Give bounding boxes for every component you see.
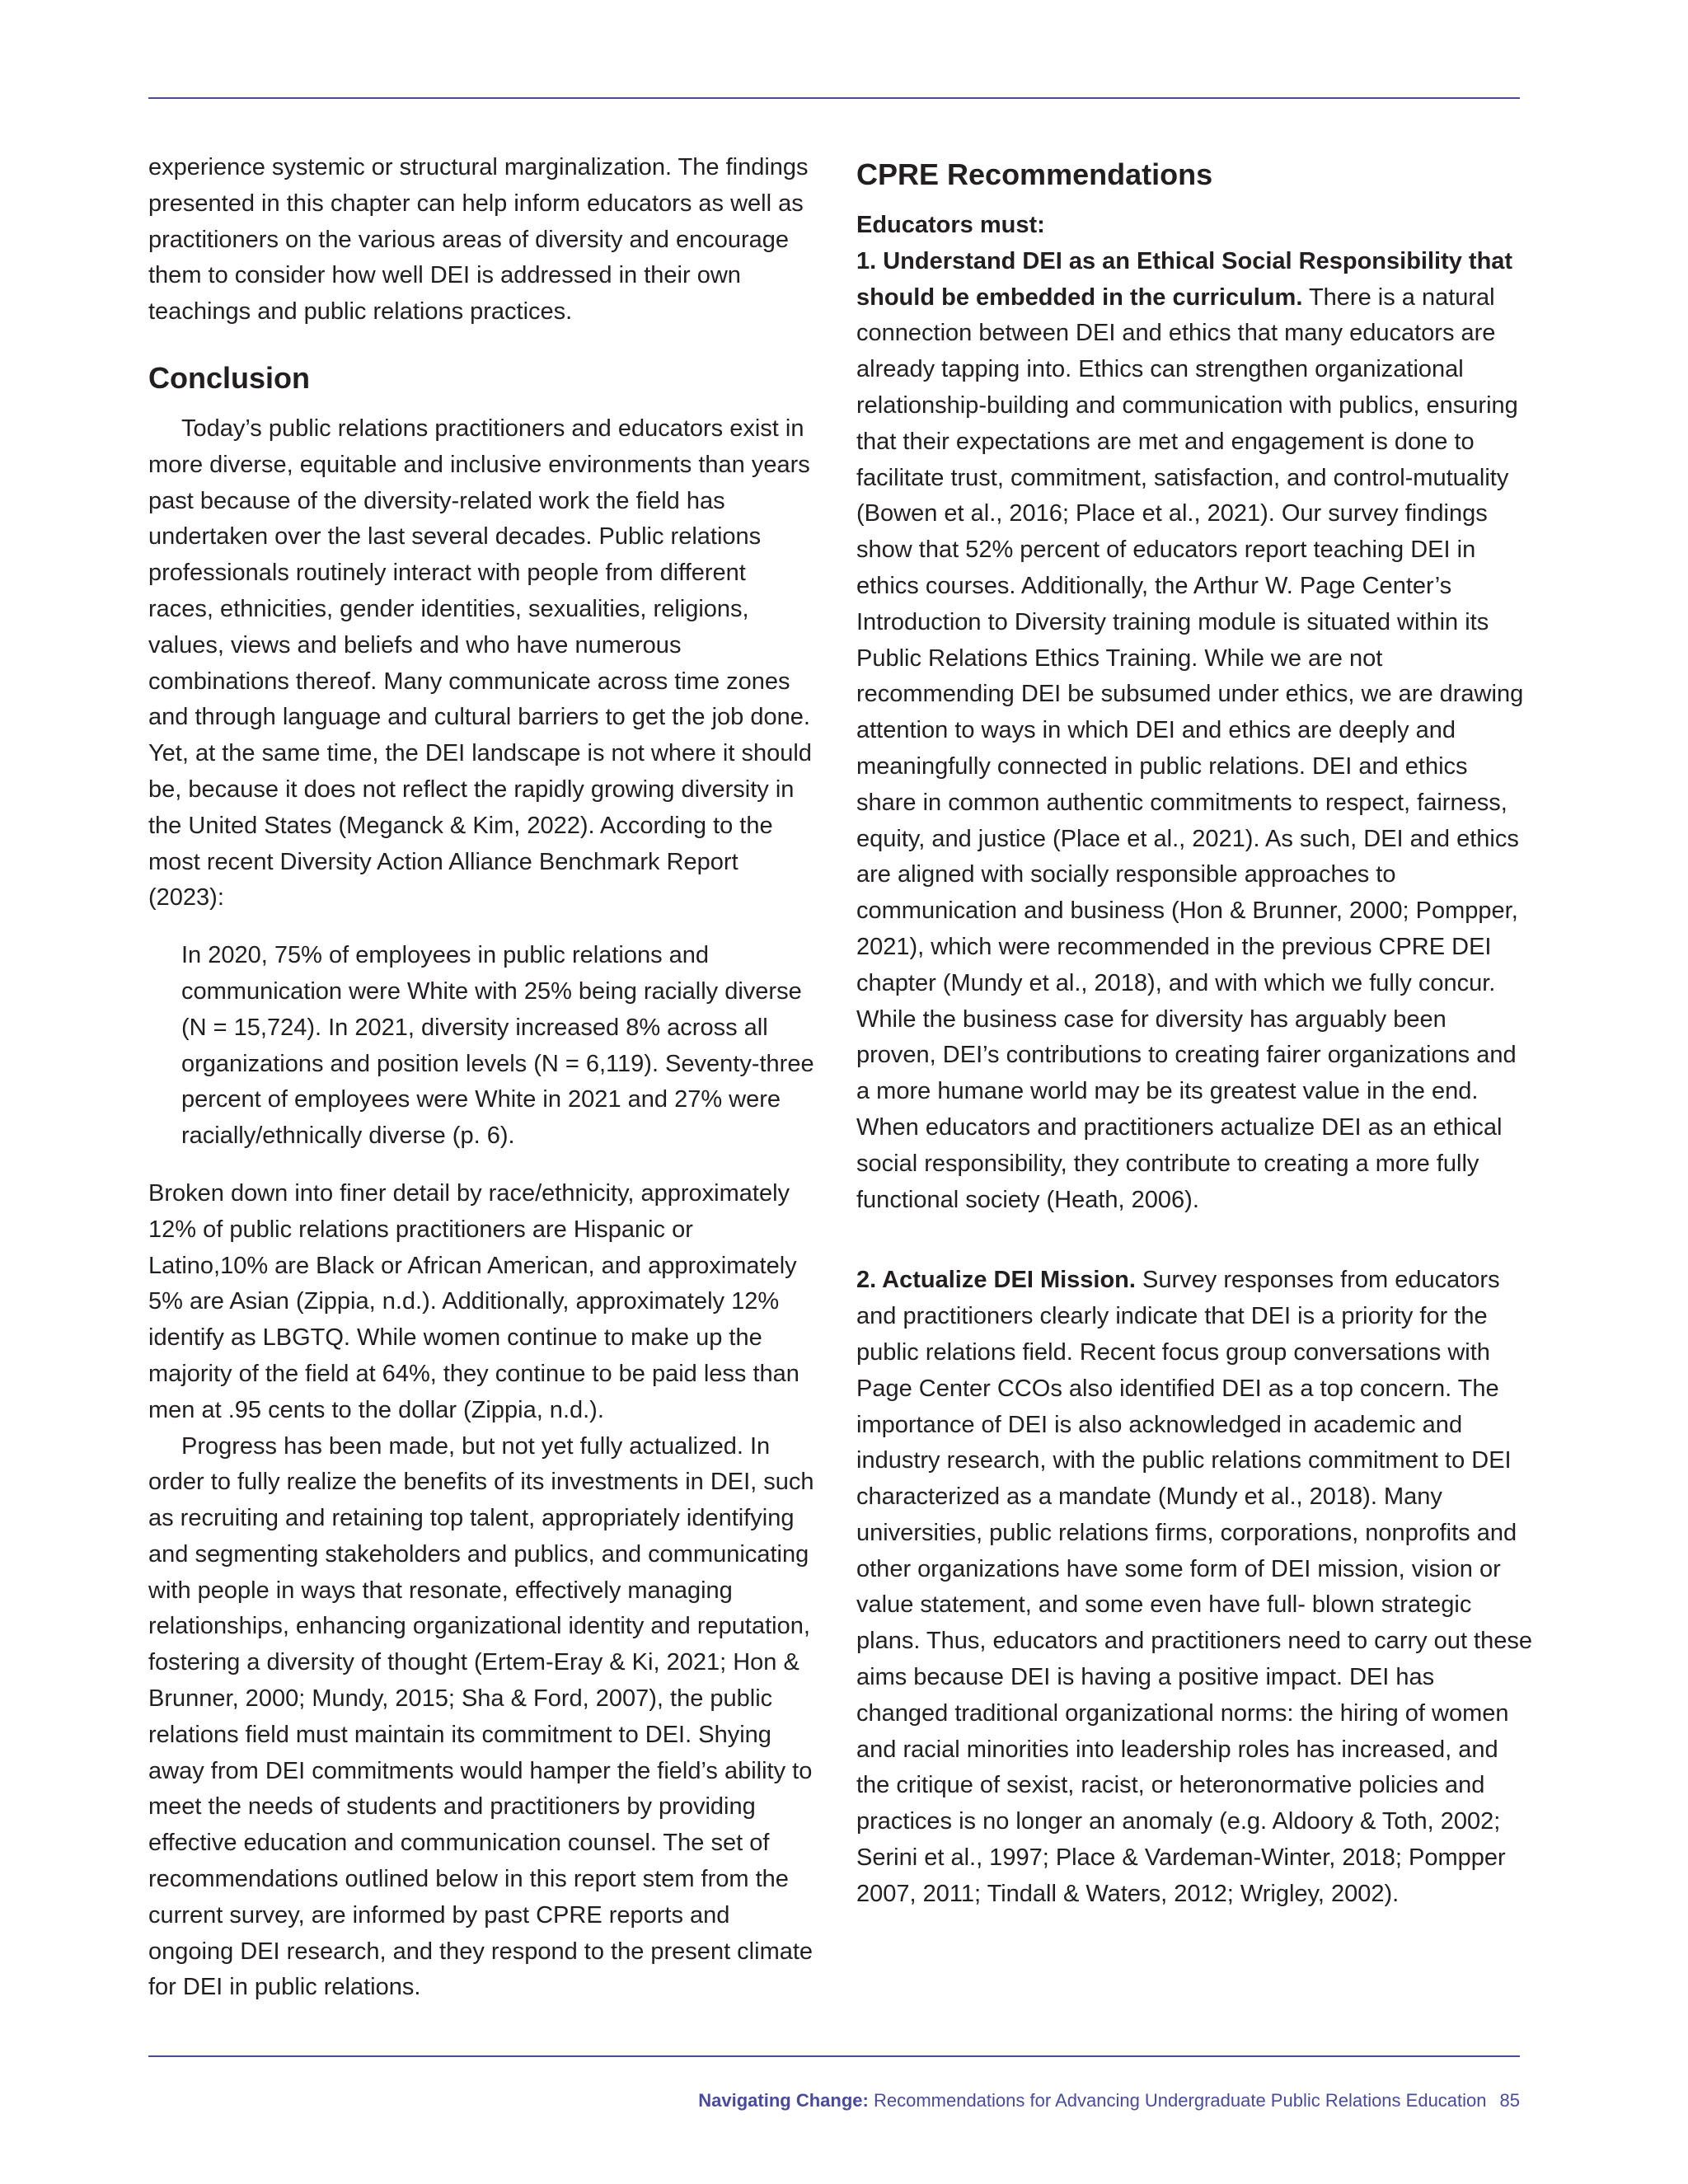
recommendation-1 (856, 244, 1532, 1219)
page-number: 85 (1499, 2090, 1520, 2111)
recommendation-2-title: 2. Actualize DEI Mission. (856, 1267, 1136, 1294)
conclusion-paragraph-2: Broken down into finer detail by race/ethnicity, approximately 12% of public relations practitioners are Hispanic or Latino,10% are Black or African American, and approximately 5% are Asian (Zippia, n.d.). Additionally, approximately 12% identify as LBGTQ. While women continue to make up the majority of the field at 64%, they continue to be paid less than men at .95 cents to the dollar (Zippia, n.d.). (148, 1179, 799, 1423)
conclusion-paragraph-1: Today’s public relations practitioners and educators exist in more diverse, equitable and inclusive environments than years past because of the diversity-related work the field has undertaken over the last several decades. Public relations professionals routinely interact with people from different races, ethnicities, gender identities, sexualities, religions, values, views and beliefs and who have numerous combinations thereof. Many communicate across time zones and through language and cultural barriers to get the job done. Yet, at the same time, the DEI landscape is not where it should be, because it does not reflect the rapidly growing diversity in the United States (Meganck & Kim, 2022). According to the most recent Diversity Action Alliance Benchmark Report (2023): (148, 415, 812, 912)
educators-subheading: Educators must: (856, 212, 1045, 238)
header-rule (148, 97, 1520, 99)
conclusion-heading: Conclusion (148, 360, 310, 395)
footer-rule (148, 2055, 1520, 2057)
left-column (148, 150, 816, 2006)
recommendation-1-title: 1. Understand DEI as an Ethical Social Responsibility that should be embedded in the curriculum. (856, 247, 1513, 311)
recommendations-heading: CPRE Recommendations (856, 157, 1213, 191)
recommendation-1-body: There is a natural connection between DEI and ethics that many educators are already tapping into. Ethics can strengthen organizational relationship-building and communication with publics, ensuring that their expectations are met and engagement is done to facilitate trust, commitment, satisfaction, and control-mutuality (Bowen et al., 2016; Place et al., 2021). Our survey findings show that 52% percent of educators report teaching DEI in ethics courses. Additionally, the Arthur W. Page Center’s Introduction to Diversity training module is situated within its Public Relations Ethics Training. While we are not recommending DEI be subsumed under ethics, we are drawing attention to ways in which DEI and ethics are deeply and meaningfully connected in public relations. DEI and ethics share in common authentic commitments to respect, fairness, equity, and justice (Place et al., 2021). As such, DEI and ethics are aligned with socially responsible approaches to communication and business (Hon & Brunner, 2000; Pompper, 2021), which were recommended in the previous CPRE DEI chapter (Mundy et al., 2018), and with which we fully concur. While the business case for diversity has arguably been proven, DEI’s contributions to creating fairer organizations and a more humane world may be its greatest value in the end. When educators and practitioners actualize DEI as an ethical social responsibility, they contribute to creating a more fully functional society (Heath, 2006). (856, 284, 1524, 1213)
intro-paragraph: experience systemic or structural marginalization. The findings presented in this chapter can help inform educators as well as practitioners on the various areas of diversity and encourage them to consider how well DEI is addressed in their own teachings and public relations practices. (148, 154, 809, 326)
footer-subtitle: Recommendations for Advancing Undergraduate Public Relations Education (868, 2090, 1487, 2111)
block-quote (181, 938, 816, 1155)
page-footer (698, 2090, 1520, 2111)
conclusion-paragraph-3: Progress has been made, but not yet fully actualized. In order to fully realize the benefits of its investments in DEI, such as recruiting and retaining top talent, appropriately identifying and segmenting stakeholders and publics, and communicating with people in ways that resonate, effectively managing relationships, enhancing organizational identity and reputation, fostering a diversity of thought (Ertem-Eray & Ki, 2021; Hon & Brunner, 2000; Mundy, 2015; Sha & Ford, 2007), the public relations field must maintain its commitment to DEI. Shying away from DEI commitments would hamper the field’s ability to meet the needs of students and practitioners by providing effective education and communication counsel. The set of recommendations outlined below in this report stem from the current survey, are informed by past CPRE reports and ongoing DEI research, and they respond to the present climate for DEI in public relations. (148, 1432, 814, 2001)
section-gap (856, 1218, 1532, 1263)
block-quote-text: In 2020, 75% of employees in public relations and communication were White with 25% being racially diverse (N = 15,724). In 2021, diversity increased 8% across all organizations and position levels (N = 6,119). Seventy-three percent of employees were White in 2021 and 27% were racially/ethnically diverse (p. 6). (181, 942, 814, 1150)
footer-brand: Navigating Change: (698, 2090, 869, 2111)
right-column (856, 150, 1532, 1913)
recommendation-2 (856, 1263, 1532, 1912)
recommendation-2-body: Survey responses from educators and practitioners clearly indicate that DEI is a priority for the public relations field. Recent focus group conversations with Page Center CCOs also identified DEI as a top concern. The importance of DEI is also acknowledged in academic and industry research, with the public relations commitment to DEI characterized as a mandate (Mundy et al., 2018). Many universities, public relations firms, corporations, nonprofits and other organizations have some form of DEI mission, vision or value statement, and some even have full- blown strategic plans. Thus, educators and practitioners need to carry out these aims because DEI is having a positive impact. DEI has changed traditional organizational norms: the hiring of women and racial minorities into leadership roles has increased, and the critique of sexist, racist, or heteronormative policies and practices is no longer an anomaly (e.g. Aldoory & Toth, 2002; Serini et al., 1997; Place & Vardeman-Winter, 2018; Pompper 2007, 2011; Tindall & Waters, 2012; Wrigley, 2002). (856, 1267, 1533, 1907)
